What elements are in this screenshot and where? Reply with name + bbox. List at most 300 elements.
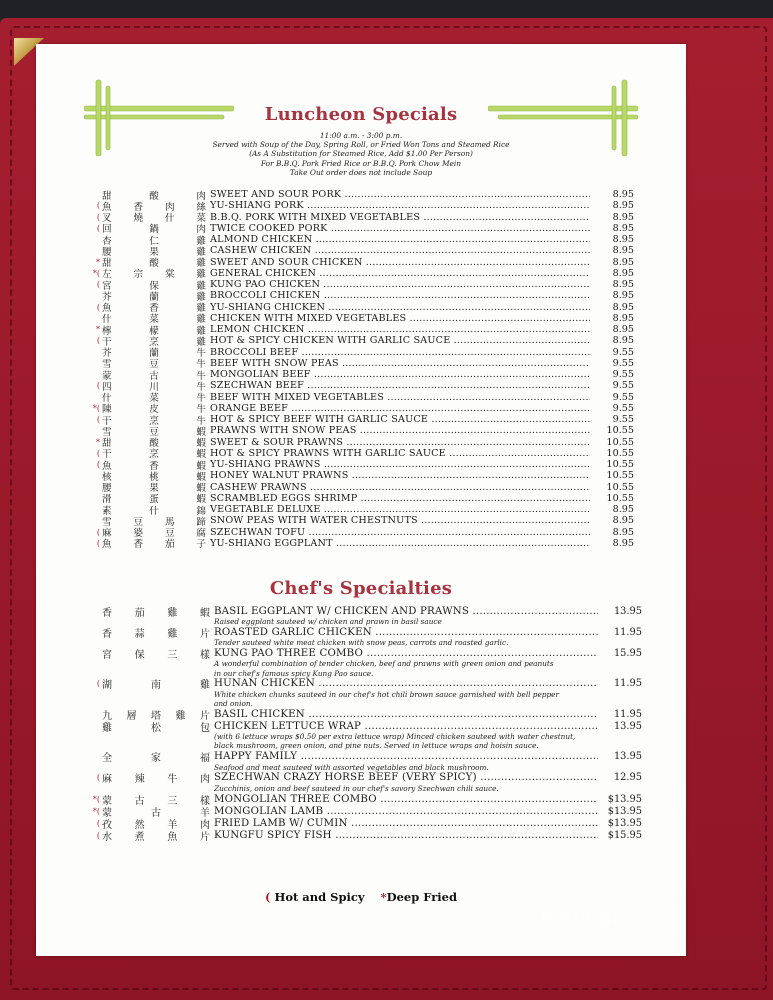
item-mark-icon: ( [96,201,100,211]
lunch-hours: 11:00 a.m. - 3:00 p.m. [319,131,403,140]
chinese-char: 肉 [196,224,206,236]
menu-item-row [102,720,642,732]
chinese-char: 塔 [151,710,161,722]
lunch-note-takeout: Take Out order does not include Soup [289,167,433,177]
chinese-char: 烹 [149,449,159,461]
chinese-char: 全 [102,753,112,765]
chef-item [96,772,642,793]
item-english-name: BROCCOLI BEEF ..... [210,347,590,358]
menu-item-row [96,772,642,786]
chinese-char: 雞 [196,258,206,270]
item-english-name: SWEET & SOUR PRAWNS ..... [210,437,590,448]
item-english-name: YU-SHIANG EGGPLANT ..... [210,538,590,549]
chinese-char: 雞 [175,710,186,722]
item-english-name: CHICKEN LETTUCE WRAP ..... [214,721,598,732]
item-mark-icon: *( [92,806,100,816]
item-english-name: SWEET AND SOUR CHICKEN ..... [210,257,590,268]
luncheon-items-list [92,189,634,551]
chinese-char: 回 [102,224,112,236]
chinese-char: 豆 [149,359,159,371]
item-english-name: YU-SHIANG PORK ..... [210,200,590,211]
chinese-char: 包 [200,722,210,734]
item-english-name: BEEF WITH SNOW PEAS ..... [210,358,590,369]
chinese-char: 蝦 [196,438,206,450]
chinese-char: 川 [149,381,159,393]
item-english-name: ALMOND CHICKEN ..... [210,234,590,245]
hot-spicy-label: Hot and Spicy [274,890,365,904]
item-mark-icon: * [96,325,100,335]
chinese-char: 片 [199,628,210,640]
item-price: 8.95 [612,256,634,268]
chinese-char: 香 [102,607,112,619]
item-english-name: HUNAN CHICKEN ..... [214,678,598,689]
menu-item-row [96,829,642,843]
item-english-name: HAPPY FAMILY ..... [214,751,598,762]
item-english-name: HOT & SPICY CHICKEN WITH GARLIC SAUCE ..... [210,335,590,346]
chinese-char: 什 [149,505,159,517]
item-price: 8.95 [612,279,634,291]
chinese-char: 豆 [133,516,144,528]
chinese-char: 陳 [102,404,112,416]
chinese-char: 水 [102,831,112,843]
item-price: 11.95 [613,626,642,638]
item-english-name: SNOW PEAS WITH WATER CHESTNUTS ..... [210,515,590,526]
item-mark-icon: ( [96,460,100,470]
chinese-char: 牛 [196,348,206,360]
chinese-char: 蝦 [196,460,206,472]
chinese-char: 牛 [196,381,206,393]
chinese-char: 牛 [196,415,206,427]
chinese-char: 腰 [102,246,112,258]
item-price: 8.95 [612,526,634,538]
chinese-char: 蝦 [196,426,206,438]
chinese-char: 甜 [102,438,112,450]
chinese-char: 牛 [167,774,178,786]
item-price: 8.95 [612,504,634,516]
chinese-char: 牛 [196,370,206,382]
chef-item [102,751,642,772]
chinese-char: 魚 [102,201,112,213]
chinese-char: 什 [164,213,175,225]
item-english-name: VEGETABLE DELUXE ..... [210,504,590,515]
item-english-name: PRAWNS WITH SNOW PEAS ..... [210,425,590,436]
chinese-char: 雞 [196,325,206,337]
chinese-char: 檸 [102,325,112,337]
item-english-name: KUNG PAO THREE COMBO ..... [214,648,598,659]
lunch-note-bbq: For B.B.Q. Pork Fried Rice or B.B.Q. Pork Chow Mein [260,158,462,168]
item-description: Tender sauteed white meat chicken with snow peas, carrots and roasted garlic. [214,638,509,648]
item-price: $15.95 [607,829,642,841]
chinese-char: 孜 [102,819,112,831]
chinese-char: 仁 [149,235,159,247]
item-mark-icon: ( [96,527,100,537]
chef-item [102,720,642,750]
chinese-char: 雪 [102,426,112,438]
chinese-char: 片 [199,831,210,843]
chinese-char: 牛 [196,393,206,405]
item-mark-icon: ( [96,302,100,312]
item-price: 10.55 [606,459,634,471]
menu-page [36,44,686,956]
chinese-char: 魚 [102,539,112,551]
chinese-char: 宗 [133,269,144,281]
item-english-name: FRIED LAMB W/ CUMIN ..... [214,818,598,829]
chinese-char: 干 [102,336,112,348]
item-chinese-name [102,749,214,764]
chinese-char: 杏 [102,235,112,247]
item-price: 9.55 [612,346,634,358]
chinese-char: 茄 [164,539,175,551]
item-description: (with 6 lettuce wraps $0.50 per extra lettuce wrap) Minced chicken sauteed with water chestnut, [214,732,576,742]
item-mark-icon: ( [96,538,100,548]
chinese-char: 雞 [102,722,112,734]
chinese-char: 雪 [102,359,112,371]
item-price: 13.95 [613,605,642,617]
chinese-char: 魚 [167,831,178,843]
chinese-char: 三 [167,649,178,661]
chinese-char: 婆 [133,528,144,540]
item-price: $13.95 [607,805,642,817]
item-english-name: ORANGE BEEF ..... [210,403,590,414]
chinese-char: 腰 [102,483,112,495]
item-mark-icon: *( [92,403,100,413]
item-chinese-name [102,646,214,661]
item-price: 8.95 [612,312,634,324]
chinese-char: 素 [102,505,112,517]
chinese-char: 雞 [196,314,206,326]
chinese-char: 福 [200,753,210,765]
item-chinese-name [102,828,214,843]
chinese-char: 酸 [149,258,159,270]
chinese-char: 宮 [102,649,112,661]
chinese-char: 豆 [164,528,175,540]
chinese-char: 肉 [199,774,210,786]
item-english-name: GENERAL CHICKEN ..... [210,268,590,279]
legend [36,890,686,904]
chinese-char: 樣 [199,795,210,807]
chinese-char: 蝦 [196,494,206,506]
chinese-char: 牛 [196,359,206,371]
item-price: 15.95 [613,647,642,659]
chinese-char: 南 [151,680,161,692]
chinese-char: 甜 [102,258,112,270]
chinese-char: 皮 [149,404,159,416]
chef-items-list [92,605,642,843]
item-description: Zucchinis, onion and beef sauteed in our chef's savory Szechwan chili sauce. [214,783,499,793]
item-english-name: SZECHWAN BEEF ..... [210,380,590,391]
item-english-name: SZECHWAN TOFU ..... [210,527,590,538]
item-price: 9.55 [612,369,634,381]
chinese-char: 麻 [102,528,112,540]
item-price: 8.95 [612,267,634,279]
chinese-char: 雞 [196,235,206,247]
chinese-char: 烹 [149,415,159,427]
item-english-name: YU-SHIANG PRAWNS ..... [210,459,590,470]
chinese-char: 雞 [196,303,206,315]
item-description: Raised eggplant sauteed w/ chicken and prawn in basil sauce [214,617,442,626]
item-price: 8.95 [612,290,634,302]
item-english-name: SCRAMBLED EGGS SHRIMP ..... [210,493,590,504]
item-english-name: TWICE COOKED PORK ..... [210,223,590,234]
chinese-char: 麻 [102,774,112,786]
chinese-char: 肉 [199,819,210,831]
chinese-char: 干 [102,449,112,461]
chinese-char: 燒 [133,213,144,225]
chinese-char: 牛 [196,404,206,416]
chinese-char: 九 [102,710,112,722]
item-english-name: HONEY WALNUT PRAWNS ..... [210,470,590,481]
item-english-name: BROCCOLI CHICKEN ..... [210,290,590,301]
chinese-char: 雪 [102,516,112,528]
chinese-char: 腐 [196,528,206,540]
chinese-char: 蘭 [149,348,159,360]
chinese-char: 香 [149,460,159,472]
chinese-char: 叉 [102,213,112,225]
item-english-name: SZECHWAN CRAZY HORSE BEEF (VERY SPICY) ..... [214,772,598,783]
item-price: 10.55 [606,492,634,504]
chinese-char: 雞 [200,680,210,692]
chinese-char: 什 [102,314,112,326]
luncheon-notes [36,131,686,177]
chef-item [102,647,642,677]
item-english-name: ROASTED GARLIC CHICKEN ..... [214,627,598,638]
item-chinese-name [102,625,214,640]
chinese-char: 蝦 [196,449,206,461]
chinese-char: 古 [149,370,159,382]
item-english-name: YU-SHIANG CHICKEN ..... [210,302,590,313]
chef-specialties-title: Chef's Specialties [269,578,453,599]
chef-item [102,626,642,647]
chinese-char: 豆 [149,426,159,438]
item-english-name: BASIL CHICKEN ..... [214,709,598,720]
chinese-char: 烹 [149,336,159,348]
chinese-char: 香 [102,628,112,640]
item-english-name: CASHEW CHICKEN ..... [210,245,590,256]
item-mark-icon: *( [92,794,100,804]
item-english-name: KUNG PAO CHICKEN ..... [210,279,590,290]
item-english-name: LEMON CHICKEN ..... [210,324,590,335]
item-mark-icon: ( [96,336,100,346]
chinese-char: 果 [149,483,159,495]
chinese-char: 古 [151,807,161,819]
item-price: 13.95 [613,751,642,763]
chinese-char: 芥 [102,291,112,303]
item-description: in our chef's famous spicy Kung Pao sauce. [214,668,374,678]
chinese-char: 魚 [102,460,112,472]
lunch-note-substitution: (As A Substitution for Steamed Rice, Add $1.00 Per Person) [249,149,473,159]
chinese-char: 保 [149,280,159,292]
chinese-char: 香 [133,539,144,551]
item-chinese-name [102,536,210,550]
chinese-char: 保 [134,649,145,661]
item-english-name: KUNGFU SPICY FISH ..... [214,830,598,841]
item-price: 10.55 [606,447,634,459]
chinese-char: 辣 [134,774,145,786]
item-price: 8.95 [612,200,634,212]
item-mark-icon: ( [96,448,100,458]
menu-item-row [102,626,642,638]
chinese-char: 菜 [149,314,159,326]
item-mark-icon: ( [96,381,100,391]
menu-item-row [96,537,634,551]
item-mark-icon: * [96,437,100,447]
item-price: 9.55 [612,391,634,403]
item-price: 12.95 [613,772,642,784]
item-price: $13.95 [607,817,642,829]
item-description: and onion. [214,699,253,709]
chinese-char: 肉 [196,190,206,202]
luncheon-specials-title: Luncheon Specials [264,104,458,125]
chinese-char: 馬 [164,516,175,528]
chinese-char: 果 [149,246,159,258]
chinese-char: 蒙 [102,370,112,382]
chinese-char: 什 [102,393,112,405]
chinese-char: 菜 [149,393,159,405]
hot-spicy-icon: ( [264,890,271,904]
chinese-char: 甜 [102,190,112,202]
item-price: 9.55 [612,414,634,426]
chef-item [102,605,642,626]
chinese-char: 絲 [196,201,206,213]
chinese-char: 干 [102,415,112,427]
chinese-char: 家 [151,753,161,765]
item-description: black mushroom, green onion, and pine nuts. Served in lettuce wraps and hoisin sauce. [214,741,539,751]
item-price: 13.95 [613,720,642,732]
chinese-char: 松 [151,722,161,734]
menu-item-row [102,751,642,763]
chinese-char: 蘭 [149,291,159,303]
item-price: 10.55 [606,436,634,448]
item-price: 11.95 [613,708,642,720]
chinese-char: 羊 [200,807,210,819]
chinese-char: 桃 [149,471,159,483]
menupix-watermark: menupix [540,905,631,929]
menu-item-row [102,647,642,659]
lunch-note-served: Served with Soup of the Day, Spring Roll, or Fried Won Tons and Steamed Rice [212,140,510,150]
chinese-char: 茄 [134,607,145,619]
chinese-char: 羊 [167,819,178,831]
item-english-name: MONGOLIAN THREE COMBO ..... [214,794,598,805]
item-price: 9.55 [612,402,634,414]
item-chinese-name [102,719,214,734]
chinese-char: 樣 [199,649,210,661]
item-price: 8.95 [612,245,634,257]
chinese-char: 核 [102,471,112,483]
item-english-name: CASHEW PRAWNS ..... [210,482,590,493]
chinese-char: 酸 [149,438,159,450]
chinese-char: 雞 [167,607,178,619]
chinese-char: 香 [133,201,144,213]
item-price: 8.95 [612,335,634,347]
deep-fried-label: Deep Fried [386,890,457,904]
chinese-char: 四 [102,381,112,393]
chinese-char: 滑 [102,494,112,506]
item-price: 8.95 [612,301,634,313]
chinese-char: 魚 [102,303,112,315]
item-mark-icon: ( [96,830,100,840]
item-price: 8.95 [612,189,634,201]
item-mark-icon: ( [96,223,100,233]
chinese-char: 片 [200,710,210,722]
chinese-char: 雞 [196,269,206,281]
item-price: 8.95 [612,211,634,223]
item-english-name: BEEF WITH MIXED VEGETABLES ..... [210,392,590,403]
item-english-name: HOT & SPICY PRAWNS WITH GARLIC SAUCE ..... [210,448,590,459]
item-price: 8.95 [612,515,634,527]
item-english-name: MONGOLIAN LAMB ..... [214,806,598,817]
chinese-char: 芥 [102,348,112,360]
item-english-name: HOT & SPICY BEEF WITH GARLIC SAUCE ..... [210,414,590,425]
chinese-char: 雞 [196,246,206,258]
item-english-name: SWEET AND SOUR PORK ..... [210,189,590,200]
chinese-char: 子 [196,539,206,551]
chinese-char: 蝦 [196,483,206,495]
item-description: White chicken chunks sauteed in our chef's hot chili brown sauce garnished with bell pepper [214,689,559,699]
item-price: 8.95 [612,222,634,234]
item-description: A wonderful combination of tender chicken, beef and prawns with green onion and peanuts [214,659,554,669]
item-mark-icon: * [96,257,100,267]
item-mark-icon: ( [96,818,100,828]
item-price: 10.55 [606,470,634,482]
item-english-name: B.B.Q. PORK WITH MIXED VEGETABLES ..... [210,212,590,223]
chinese-char: 雞 [196,280,206,292]
chinese-char: 層 [126,710,137,722]
item-price: 9.55 [612,380,634,392]
chinese-char: 雞 [167,628,178,640]
item-price: 10.55 [606,481,634,493]
item-chinese-name [102,676,214,691]
chinese-char: 肉 [164,201,175,213]
item-mark-icon: ( [96,773,100,783]
item-chinese-name [102,604,214,619]
item-description: Seafood and meat sauteed with assorted vegetables and black mushroom. [214,762,489,772]
item-mark-icon: ( [96,679,100,689]
item-mark-icon: ( [96,415,100,425]
chinese-char: 蝦 [199,607,210,619]
chinese-char: 三 [167,795,178,807]
chinese-char: 酸 [149,190,159,202]
item-english-name: MONGOLIAN BEEF ..... [210,369,590,380]
menu-item-row [102,605,642,617]
chef-item [96,829,642,843]
item-mark-icon: ( [96,212,100,222]
item-mark-icon: *( [92,268,100,278]
chinese-char: 蝦 [196,471,206,483]
chinese-char: 宮 [102,280,112,292]
chinese-char: 湖 [102,680,112,692]
chinese-char: 雞 [196,291,206,303]
item-english-name: BASIL EGGPLANT W/ CHICKEN AND PRAWNS ..... [214,606,598,617]
chef-item [96,678,642,709]
chinese-char: 棠 [164,269,175,281]
item-price: 10.55 [606,425,634,437]
item-english-name: CHICKEN WITH MIXED VEGETABLES ..... [210,313,590,324]
menu-item-row [96,678,642,692]
chinese-char: 錦 [196,505,206,517]
chinese-char: 左 [102,269,112,281]
chinese-char: 煮 [134,831,145,843]
chinese-char: 菜 [196,213,206,225]
deep-fried-icon: * [380,890,387,904]
item-price: 9.55 [612,357,634,369]
item-chinese-name [102,770,214,785]
chinese-char: 然 [134,819,145,831]
chinese-char: 檬 [149,325,159,337]
chinese-char: 雞 [196,336,206,348]
item-price: 8.95 [612,324,634,336]
chinese-char: 蒙 [102,807,112,819]
chinese-char: 蒜 [134,628,145,640]
